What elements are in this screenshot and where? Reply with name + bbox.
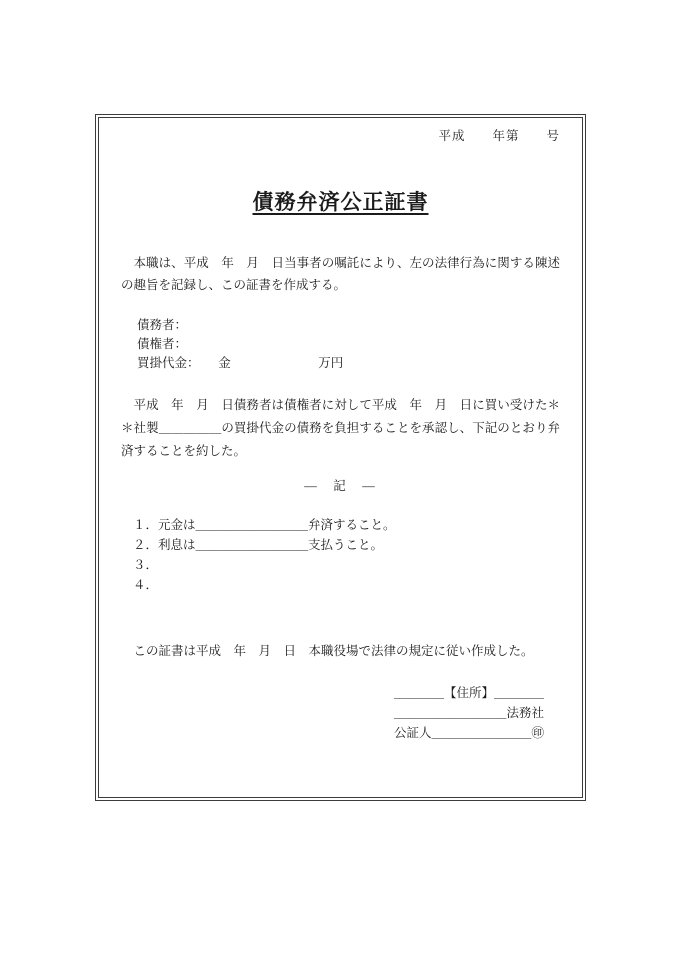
address-line: ＿＿＿＿【住所】＿＿＿＿ [393,686,544,700]
repayment-list [133,515,560,595]
office-line: ＿＿＿＿＿＿＿＿＿法務社 [393,706,544,720]
intro-paragraph: 本職は、平成 年 月 日当事者の嘱託により、左の法律行為に関する陳述の趣旨を記録し、この証書を作成する。 [121,256,560,292]
document-title: 債務弁済公正証書 [252,190,429,214]
list-item-3: ３． [133,558,159,572]
body-paragraph: 平成 年 月 日債務者は債権者に対して平成 年 月 日に買い受けた＊＊社製＿＿＿＿＿の買掛代金の債務を負担することを承認し、下記のとおり弁済することを約した。 [121,398,560,458]
list-item-4: ４． [133,578,159,592]
purchase-amount-line: 買掛代金： 金 万円 [137,356,344,370]
closing-paragraph: この証書は平成 年 月 日 本職役場で法律の規定に従い作成した。 [121,644,534,658]
list-item-principal: １．元金は＿＿＿＿＿＿＿＿＿弁済すること。 [133,518,396,532]
signature-block [121,683,544,743]
list-item-interest: ２．利息は＿＿＿＿＿＿＿＿＿支払うこと。 [133,538,384,552]
ki-heading: ― 記 ― [304,479,377,493]
document-frame [95,114,586,801]
doc-number: 平成 年第 号 [438,129,560,143]
notary-seal-line: 公証人＿＿＿＿＿＿＿＿㊞ [393,726,544,740]
creditor-line: 債権者： [137,337,188,351]
debtor-line: 債務者： [137,318,188,332]
parties-block [137,316,560,373]
